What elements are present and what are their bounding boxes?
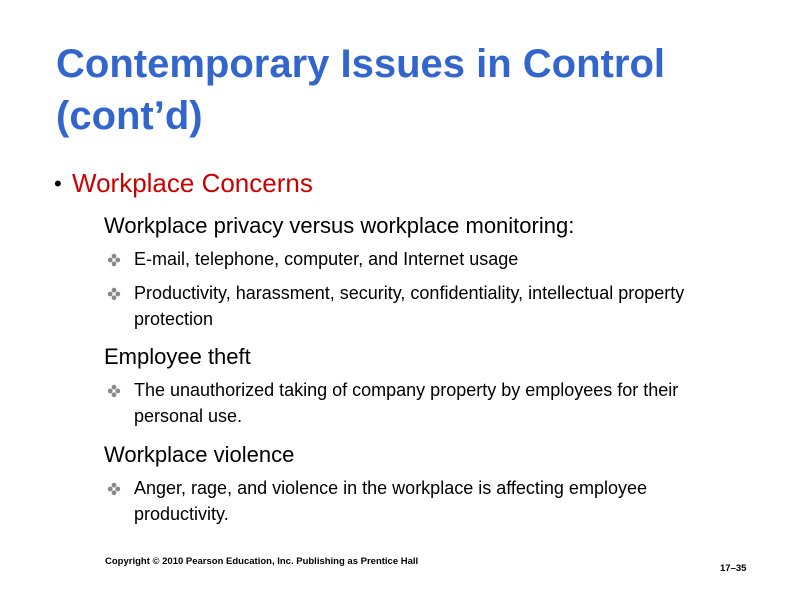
diamond-bullet-icon — [107, 482, 121, 496]
list-item-productivity: Productivity, harassment, security, confidentiality, intellectual property protection — [134, 283, 685, 329]
bullet-icon: • — [54, 171, 62, 196]
list-item-anger-rage: Anger, rage, and violence in the workplace is affecting employee productivity. — [134, 478, 647, 524]
slide-title-line-2: (cont’d) — [56, 94, 203, 138]
subsection-workplace-violence: Workplace violence — [104, 442, 295, 467]
diamond-bullet-icon — [107, 253, 121, 267]
diamond-bullet-icon — [107, 384, 121, 398]
slide-title-line-1: Contemporary Issues in Control — [56, 42, 665, 86]
list-item-email-usage: E-mail, telephone, computer, and Internet usage — [134, 249, 519, 269]
list-item-unauthorized-taking: The unauthorized taking of company property by employees for their personal use. — [134, 380, 679, 426]
diamond-bullet-icon — [107, 287, 121, 301]
subsection-workplace-privacy: Workplace privacy versus workplace monitoring: — [104, 213, 575, 238]
subsection-employee-theft: Employee theft — [104, 344, 251, 369]
copyright-notice: Copyright © 2010 Pearson Education, Inc. Publishing as Prentice Hall — [105, 556, 419, 567]
page-number: 17–35 — [720, 563, 747, 574]
section-heading-workplace-concerns: Workplace Concerns — [72, 168, 313, 198]
